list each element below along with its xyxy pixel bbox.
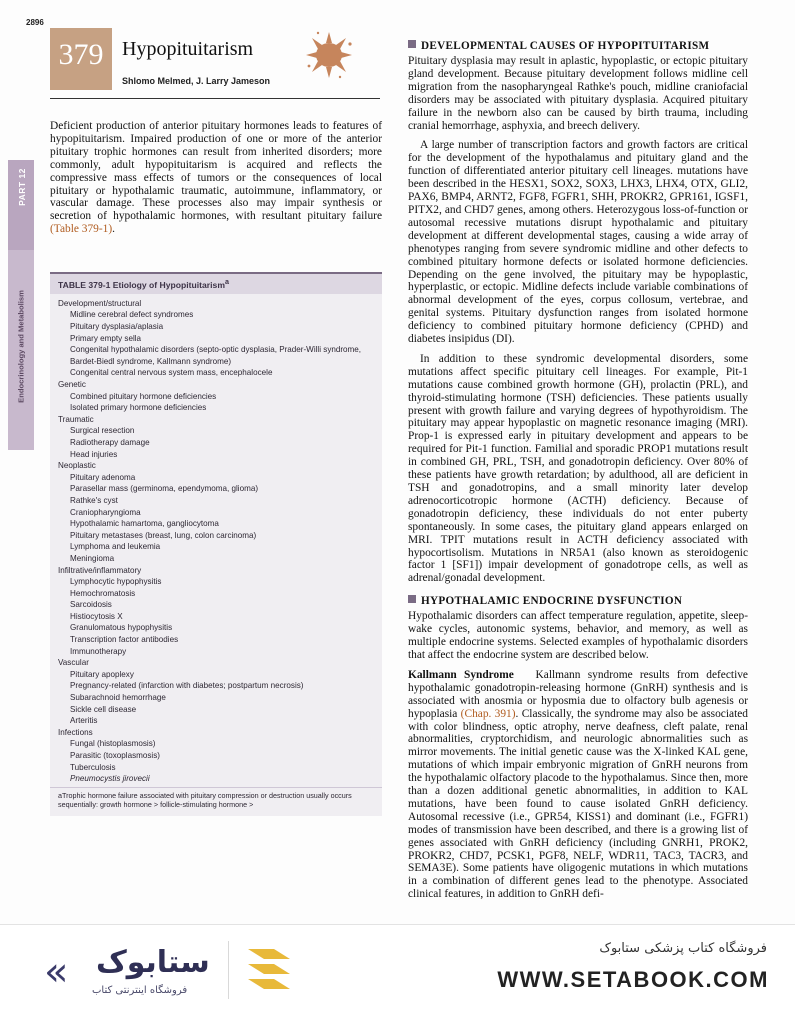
chapter-authors: Shlomo Melmed, J. Larry Jameson: [122, 76, 271, 86]
section-heading-text: DEVELOPMENTAL CAUSES OF HYPOPITUITARISM: [421, 40, 710, 52]
section-heading-developmental: [408, 40, 748, 52]
footer-divider: [228, 941, 229, 999]
table-row: Hemochromatosis: [70, 588, 136, 598]
etiology-table: [50, 272, 382, 816]
table-row: Parasitic (toxoplasmosis): [70, 751, 160, 761]
kallmann-text-b: . Classically, the syndrome may also be associated with color blindness, optic atrophy, nerve deafness, cleft palate, renal abnormalities, cryptorchidism, and neurologic abnormalities such as mirror movements. The initial genetic cause was the X-linked KAL gene, mutations of which impair embryonic migration of GnRH neurons from the hypothalamic olfactory placode to the hypothalamus. Since then, more than a dozen additional genetic abnormalities, in addition to KAL mutations, have been found to cause isolated GnRH deficiency. Autosomal recessive (i.e., GPR54, KISS1) and dominant (i.e., FGFR1) modes of transmission have been described, and there is a growing list of genes associated with GnRH deficiency (including GNRH1, PROK2, PROKR2, CHD7, PCSK1, PGF8, NELF, WDR11, TAC3, TACR3, and SEMA3E). Some patients have oligogenic mutations in which mutations in a combination of different genes lead to the phenotype. Associated clinical features, in addition to GnRH defi-: [408, 707, 748, 901]
table-row: Lymphoma and leukemia: [70, 542, 161, 552]
table-row: Congenital central nervous system mass, encephalocele: [70, 368, 273, 378]
table-row: Sarcoidosis: [70, 600, 112, 610]
table-row: Head injuries: [70, 449, 118, 459]
website-url[interactable]: WWW.SETABOOK.COM: [497, 967, 769, 992]
table-caption-superscript: a: [224, 278, 229, 286]
part-label: PART 12: [17, 168, 27, 206]
table-row: Pregnancy-related (infarction with diabetes; postpartum necrosis): [70, 681, 304, 691]
shop-title-persian: فروشگاه کتاب پزشکی ستابوک: [599, 941, 767, 956]
table-row: Genetic: [58, 380, 86, 390]
intro-text: Deficient production of anterior pituitary hormones leads to features of hypopituitarism. Impaired production of one or more of the anterior pituitary trophic hormones can result from inherited disorders; more commonly, adult hypopituitarism is acquired and reflects the compressive mass effects of tumors or the consequences of local pituitary or hypothalamic traumatic, autoimmune, inflammatory, or vascular damage. These processes also may impair synthesis or secretion of hypothalamic hormones, with resultant pituitary failure: [50, 120, 382, 223]
header-rule: [50, 98, 380, 99]
paragraph: Hypothalamic disorders can affect temperature regulation, appetite, sleep-wake cycles, autonomic systems, behavior, and memory, as well as multiple endocrine systems. Selected examples of hypothalamic disorders that affect the endocrine system are described below.: [408, 610, 748, 661]
table-row: Development/structural: [58, 298, 142, 308]
paragraph: Pituitary dysplasia may result in aplastic, hypoplastic, or ectopic pituitary gland development. Because pituitary development follows midline cell migration from the nasopharyngeal Rathke's pouch, midline craniofacial disorders may be associated with pituitary dysplasia. Acquired pituitary failure in the newborn also can be caused by birth trauma, including cranial hemorrhage, asphyxia, and breech delivery.: [408, 55, 748, 132]
table-row: Arteritis: [70, 716, 98, 726]
table-row: Histiocytosis X: [70, 611, 123, 621]
section-heading-text: HYPOTHALAMIC ENDOCRINE DYSFUNCTION: [421, 595, 683, 608]
table-row: Granulomatous hypophysitis: [70, 623, 173, 633]
footer-banner: [0, 924, 795, 1017]
table-row: Hypothalamic hamartoma, gangliocytoma: [70, 519, 219, 529]
table-row: Pituitary apoplexy: [70, 669, 134, 679]
left-column: [50, 120, 382, 243]
table-row: Pituitary metastases (breast, lung, colon carcinoma): [70, 530, 257, 540]
right-column: [408, 30, 748, 908]
double-chevron-left-icon: «: [44, 949, 69, 995]
table-cross-reference[interactable]: (Table 379-1): [50, 223, 113, 236]
chevron-logo-icon: [246, 947, 306, 993]
table-row: Transcription factor antibodies: [70, 635, 179, 645]
section-bullet-icon: [408, 595, 416, 603]
chapter-title: Hypopituitarism: [122, 38, 254, 60]
table-row: Neoplastic: [58, 461, 96, 471]
table-row: Combined pituitary hormone deficiencies: [70, 391, 217, 401]
brand-subtitle-persian: فروشگاه اینترنتی کتاب: [92, 985, 188, 996]
table-row: Immunotherapy: [70, 646, 127, 656]
table-row: Pituitary dysplasia/aplasia: [70, 322, 164, 332]
paragraph: In addition to these syndromic developmental disorders, some mutations affect specific pituitary cell lineages. For example, Pit-1 mutations cause combined growth hormone (GH), prolactin (PRL), and thyroid-stimulating hormone (TSH) deficiencies. These patients usually present with growth failure and varying degrees of hypothyroidism. The pituitary may appear hypoplastic on magnetic resonance imaging (MRI). Prop-1 is expressed early in pituitary development and appears to be required for Pit-1 function. Familial and sporadic PROP1 mutations result in combined GH, PRL, TSH, and gonadotropin deficiency. Over 80% of these patients have growth retardation; by adulthood, all are deficient in TSH and gonadotropins, and a small minority later develop adrenocorticotropic hormone (ACTH) deficiency. Because of gonadotropin deficiency, these individuals do not enter puberty spontaneously. In some cases, the pituitary gland appears enlarged on MRI. TPIT mutations result in ACTH deficiency associated with hypocortisolism. Mutations in NR5A1 (also known as steroidogenic factor 1 [SF1]) impair development of gonadotrope cells, as well as adrenal/gonadal development.: [408, 352, 748, 585]
table-row: Vascular: [58, 658, 89, 668]
page-number: 2896: [26, 18, 44, 27]
section-heading-hypothalamic: [408, 595, 748, 607]
chapter-number: 379: [58, 38, 104, 71]
table-row: Rathke's cyst: [70, 495, 118, 505]
table-caption: [50, 274, 382, 294]
table-row: Pneumocystis jirovecii: [70, 774, 150, 784]
table-caption-text: TABLE 379-1 Etiology of Hypopituitarism: [58, 279, 225, 290]
chapter-cross-reference[interactable]: (Chap. 391): [460, 707, 516, 720]
table-footnote: aTrophic hormone failure associated with pituitary compression or destruction usually occurs sequentially: growth hormone > follicle-stimulating hormone >: [50, 787, 382, 816]
brand-name-persian: ستابوک: [96, 945, 210, 980]
table-row: Pituitary adenoma: [70, 472, 136, 482]
table-body: [50, 294, 382, 787]
chapter-number-box: [50, 28, 112, 90]
table-row: Meningioma: [70, 553, 115, 563]
part-title-label: Endocrinology and Metabolism: [16, 290, 26, 403]
table-row: Radiotherapy damage: [70, 437, 150, 447]
table-row: Midline cerebral defect syndromes: [70, 310, 194, 320]
table-row: Infiltrative/inflammatory: [58, 565, 142, 575]
table-row: Traumatic: [58, 414, 94, 424]
table-row: Sickle cell disease: [70, 704, 137, 714]
table-row: Tuberculosis: [70, 762, 116, 772]
kallmann-text-a: Kallmann syndrome results from defective hypothalamic gonadotropin-releasing hormone (GnRH) synthesis and is associated with anosmia or hyposmia due to olfactory bulb agenesis or hypoplasia: [408, 668, 748, 720]
table-row: Subarachnoid hemorrhage: [70, 693, 166, 703]
table-row: Craniopharyngioma: [70, 507, 141, 517]
ink-splatter-icon: [300, 26, 358, 84]
table-row: Parasellar mass (germinoma, ependymoma, glioma): [70, 484, 259, 494]
table-row: Congenital hypothalamic disorders (septo-optic dysplasia, Prader-Willi syndrome, Bardet-Biedl syndrome, Kallmann syndrome): [70, 345, 362, 366]
paragraph: A large number of transcription factors and growth factors are critical for the development of the hypothalamus and pituitary gland and the function of differentiated anterior pituitary cell lineages. mutations have been described in the HESX1, SOX2, SOX3, LHX3, LHX4, OTX, GLI2, PAX6, BMP4, ARNT2, FGF8, FGFR1, SHH, PROKR2, GPR161, IGSF1, PITX2, and CHD7 genes, among others. Heterozygous loss-of-function or autosomal recessive mutations disrupt hypothalamic and pituitary development at different developmental stages, causing a wide array of phenotypes ranging from severe syndromic midline and other defects to combined pituitary hormone defects or isolated hormone deficiencies. Depending on the gene involved, the pituitary may be hypoplastic, hyperplastic, or ectopic. Midline defects include variable combinations of abnormal development of the eyes, corpus collosum, vertebrae, and genital systems. Pituitary dysfunction ranges from isolated hormone deficiency to combined pituitary hormone deficiency (CPHD) and diabetes insipidus (DI).: [408, 139, 748, 346]
intro-period: .: [112, 223, 116, 236]
table-row: Isolated primary hormone deficiencies: [70, 403, 207, 413]
run-in-heading: Kallmann Syndrome: [408, 668, 514, 681]
section-bullet-icon: [408, 40, 416, 48]
intro-paragraph: [50, 120, 382, 236]
table-row: Fungal (histoplasmosis): [70, 739, 156, 749]
part-title-tab: [8, 250, 34, 450]
table-row: Infections: [58, 727, 93, 737]
table-row: Primary empty sella: [70, 333, 142, 343]
table-row: Surgical resection: [70, 426, 135, 436]
kallmann-paragraph: [408, 669, 748, 901]
table-row: Lymphocytic hypophysitis: [70, 577, 162, 587]
